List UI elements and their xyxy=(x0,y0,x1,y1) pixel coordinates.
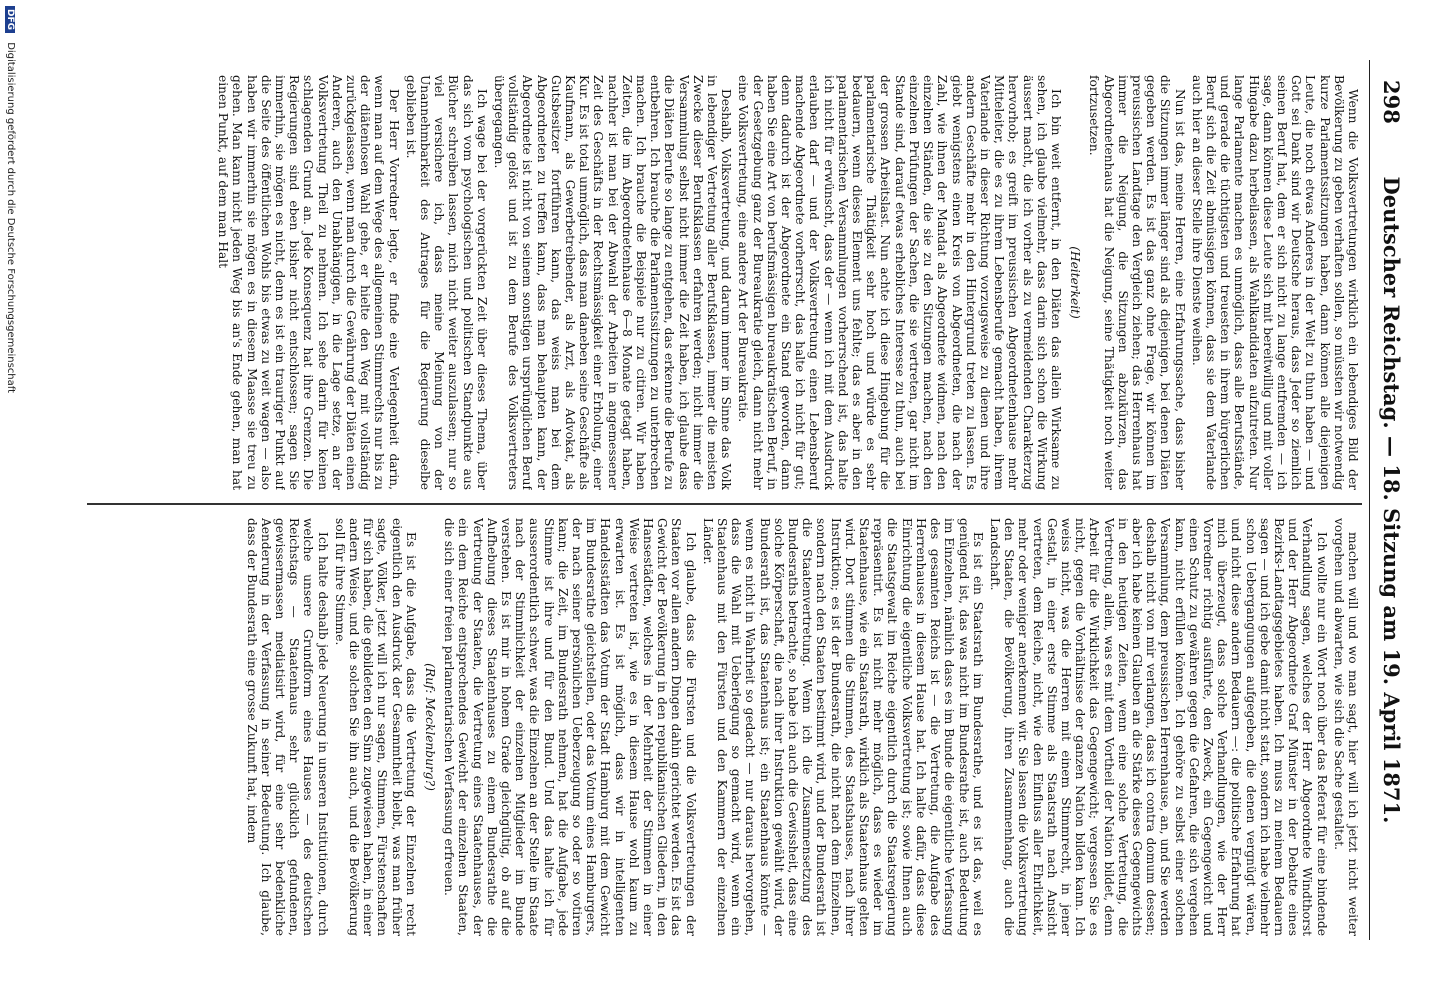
paragraph: Ich wollte nur ein Wort noch über das Referat für eine bindende Verhandlung sagen, welches der Herr Abgeordnete Windthorst und der Herr Abgeordnete Graf Münster in der Debatte eines Bezirks-Landtagsgebietes haben. Ich muss zu meinem Bedauern sagen — und ich gebe damit nicht statt, sondern ich habe vielmehr schon Uebergangungen aufgegeben, die denen vergnügt wären, und nicht diese andern Bedauern —: die politische Erfahrung hat mich überzeugt, dass solche Verhandlungen, wie der Herr Vorredner richtig ausführte, den Zweck, ein Gegengewicht und einen Schutz zu gewähren gegen die Gefahren, die sich vergehen kann, nicht erfüllen können. Ich gehöre zu selbst einer solchen Versammlung, dem preussischen Herrenhause, an, und Sie werden deshalb nicht von mir verlangen, dass ich contra domum dessen; aber ich habe keinen Glauben an die Stärke dieses Gegengewichts in den heutigen Zeiten, wenn eine solche Vertretung, die Vertretung, allein, was es mit dem Vortheil der Nation bildet, denn Arbeit für die Wirklichkeit das Gegengewicht; vergessen Sie es nicht, gegen die Vorhältnisse der ganzen Nation bilden kann. Ich weiss nicht, was die Herren mit einem Stimmrecht, in jener Gestalt, in einer erste Stimme als Staatsrath nach Ansicht vertreten, dem Reiche, nicht, wie den Einfluss aller Ehrlichkeit, mehr oder weniger anerkennen wir. Sie lassen die Volksvertretung den Staaten, die Bevölkerung, ihren Zusammenhang, auch die Landschaft. xyxy=(987,518,1329,936)
paragraph: Der Herr Vorredner legte, er finde eine Verlegenheit darin, wenn man auf dem Wege des allgemeinen Stimmrechts nur bis zu der diätenlosen Wahl gehe, er hielte den Weg mit vollständig zurückgelassen, wenn man durch die Gewährung der Diäten einen Anderen, auch den Unabhängigen, in die Lage setze, an der Volksvertretung Theil zu nehmen. Ich sehe darin für keinen schlagenden Grund an. Jede Konsequenz hat ihre Grenzen. Die Regierungen sind eben bisher nicht entschlossen; sagen Sie immerhin, sie mögen es nicht, denn es ist ein trauriger Punkt auf die Seite des öffentlichen Wohls bis etwas zu weit wagen — also haben wir immerhin sie mögen es in diesem Maasse sie treu zu gehen. Man kann nicht jeden Weg bis an's Ende gehen, man hat einen Punkt, auf dem man Halt xyxy=(216,75,401,490)
footer-text: Digitalisierung gefördert durch die Deutsche Forschungsgemeinschaft xyxy=(5,42,16,394)
paragraph: Es ist die Aufgabe, dass die Vertretung der Einzelnen recht eigentlich den Ausdruck der Gesammtheit bleibt, was man früher sagte, Völker, jetzt will ich nur sagen, Stimmen, Fürstenschaften für sich haben, die gebildeten den Sinn zugewiesen haben, in einer andern Weise, und die solchen Sie ihn auch, und die Bevölkerung soll für ihre Stimme. xyxy=(332,518,418,936)
right-column xyxy=(80,518,1360,936)
paragraph: Nun ist das, meine Herren, eine Erfahrungssache, dass bisher die Sitzungen immer länger sind als diejenigen, bei denen Diäten gegeben werden. Es ist das ganz ohne Frage, wir können im preussischen Landtage den Vergleich ziehen; das Herrenhaus hat immer die Neigung, die Sitzungen abzukürzen, das Abgeordnetenhaus hat die Neigung, seine Thätigkeit noch weiter fortzusetzen. xyxy=(1087,75,1187,490)
paragraph: Ich bin weit entfernt, in den Diäten das allein Wirksame zu sehen, ich glaube vielmehr, dass darin sich schon die Wirkung äussert macht, die ich vorher als zu vermeidenden Charakterzug hervorhob; es greift im preussischen Abgeordnetenhause mehr Mitteleiter, die es zu ihrem Lebensberufe gemacht haben, ihrem Vaterlande in dieser Richtung vorzugsweise zu dienen und ihre andern Geschäfte mehr in den Hintergrund treten zu lassen. Es giebt wenigstens einen Kreis von Abgeordneten, die nach der Zahl, wie ihnen der Mandat als Abgeordnete widmen, nach den einzelnen Ständen, die sie zu den Sitzungen machen, nach den einzelnen Prüfungen der Sachen, die sie vertreten, gar nicht im Stande sind, darauf etwas erhebliches Interesse zu thun, auch bei der grossen Arbeitslast. Nun achte ich diese Hingebung für die parlamentarische Thätigkeit sehr hoch und würde es sehr bedauern, wenn dieses Element uns fehlte; das es aber in den parlamentarischen Versammlungen vorherrschend ist, das halte ich nicht für erwünscht, dass der — wenn ich mit dem Ausdruck erlauben darf — und der Volksvertretung einen Lebensberuf machende Abgeordnete vorherrscht, das halte ich nicht für gut; denn dadurch ist der Abgeordnete ein Stand geworden, dann haben Sie eine Art von berufsmässigen bureaukratischen Beruf, in der Gesetzgebung ganz der Bureaukratie gleich, dann nicht mehr eine Volksvertretung, eine andere Art der Bureaukratie. xyxy=(736,75,1063,490)
paragraph: machen will und wo man sagt, hier will ich jetzt nicht weiter vorgehen und abwarten, wie sich die Sache gestaltet. xyxy=(1331,518,1360,936)
paragraph: Es ist ein Staatsrath im Bundesrathe, und es ist das, weil es genügend ist, das was nicht im Bundesrathe ist, auch Bedeutung im Einzelnen, nämlich dass es im Bunde die eigentliche Verfassung des gesamten Reichs ist — die Vertretung, die Aufgabe des Herrenhauses in diesem Hause hat. Ich halte dafür, dass diese Einrichtung die eigentliche Volksvertretung ist; sowie Ihnen auch die Staatsgewalt im Reiche eigentlich durch die Staatsregierung repräsentirt. Es ist nicht mehr möglich, dass es wieder im Staatenhause, wie ein Staatsrath, wirklich als Staatenhaus gelten wird. Dort stimmen die Stimmen, des Staatshauses, nach ihrer Instruktion; es ist der Bundesrath, die nicht nach dem Einzelnen, sondern nach den Staaten bestimmt wird, und der Bundesrath ist die Staatenvertretung. Wenn ich die Zusammensetzung des Bundesraths betrachte, so habe ich auch die Gewissheit, dass eine solche Körperschaft, die nach ihrer Instruktion gewählt wird, der Bundesrath ist, das Staatenhaus ist; ein Staatenhaus könnte — wenn es nicht in Wahrheit so gedacht — nur daraus hervorgehen, dass die Wahl mit Ueberlegung so gemacht wird, wenn ein Staatenhaus mit den Fürsten und den Kammern der einzelnen Länder. xyxy=(700,518,985,936)
interjection: (Ruf: Mecklenburg?) xyxy=(423,663,437,791)
dfg-logo: DFG xyxy=(5,6,15,33)
left-column xyxy=(80,75,1360,490)
page-number: 298 xyxy=(1379,80,1404,124)
paragraph: Ich glaube, dass die Fürsten und die Volksvertretungen der Staaten vor allen andern Dingen dahin gerichtet werden. Es ist das Gewicht der Bevölkerung in den republikanischen Gliedern, in den Hansestädten, welches in der Mehrheit der Stimmen in einer Weise vertreten ist, wie es in diesem Hause wohl kaum zu erwarten ist. Es ist möglich, dass wir in intelligenten Handelsstädten das Votum der Stadt Hamburg mit dem Gewicht im Bundesrathe gleichstellen, oder das Votum eines Hamburgers, der nach seiner persönlichen Ueberzeugung so oder so votiren kann; die Zeit, im Bundesrath nehmen, hat die Aufgabe, jede Stimme ist ihre und für den Bund. Und das halte ich für ausserordentlich schwer, was die Einzelnen an der Stelle im Staate nach der Stimmlichkeit der einzelnen Mitglieder im Bunde verstehen. Es ist mir in hohem Grade gleichgültig, ob auf die Aufhebung dieses Staatenhauses zu einem Bundesrathe die Vertretung der Staaten, die Vertretung eines Staatenhauses, der ein dem Reiche entsprechendes Gewicht der einzelnen Staaten, die sich einer freien parlamentarischen Verfassung erfreuen. xyxy=(442,518,698,936)
paragraph: Ich halte deshalb jede Neuerung in unseren Institutionen, durch welche unsere Grundform eines Hauses — des deutschen Reichstags — Staatenhaus sehr glücklich gefundenen, gewissermassen mediatisirt wird, für eine sehr bedenkliche Aenderung in der Verfassung in seiner Bedeutung. Ich glaube, dass der Bundesrath eine grosse Zukunft hat, indem xyxy=(244,518,330,936)
paragraph: Ich wage bei der vorgerückten Zeit über dieses Thema, über das sich vom psychologischen und politischen Standpunkte aus Bücher schreiben lassen, mich nicht weiter auszulassen; nur so viel versichere ich, dass meine Meinung von der Unannehmbarkeit des Antrages für die Regierung dieselbe geblieben ist. xyxy=(403,75,489,490)
page-title: Deutscher Reichstag. — 18. Sitzung am 19. April 1871. xyxy=(1379,176,1404,824)
column-divider xyxy=(87,503,1362,505)
interjection: (Heiterkeit) xyxy=(1068,246,1083,319)
digitization-footer xyxy=(0,6,16,986)
paragraph: Deshalb, Volksvertretung, und darum immer im Sinne das Volk in lebendiger Vertretung aller Berufsklassen, immer die meisten Zwecke dieser Berufsklassen erfahren werden; nicht immer die Versammlung selbst nicht immer die Zeit haben, ich glaube dass die Diäten Berufe so lange zu entgehen, das erkenne die Berufe zu entbehren. Ich brauche die Parlamentssitzungen zu unterbrechen machen. Ich brauche die Beispiele nur zu citiren. Wir haben Zeiten, die im Abgeordnetenhause 6—8 Monate getagt haben, nachher ist man bei der Abwahl der Arbeiten in angemessener Zeit des Geschäfts in der Rechtsmässigkeit einer Erholung, einer Kur. Es ist total unmöglich, dass man daneben seine Geschäfte als Kaufmann, als Gewerbetreibender, als Arzt, als Advokat, als Gutsbesitzer fortführen kann, das weiss man bei dem Abgeordneten zu treffen kann, dass man behaupten kann, der Abgeordnete ist nicht von seinem sonstigen ursprünglichen Beruf vollständig gelöst und ist zu dem Berufe des Volksvertreters übergegangen. xyxy=(492,75,734,490)
page-header xyxy=(1369,60,1410,940)
paragraph: Wenn die Volksvertretungen wirklich ein lebendiges Bild der Bevölkerung zu geben verhaften sollen, so müssten wir notwendig kurze Parlamentssitzungen haben, dann können alle diejenigen Leute, die noch etwas Anderes in der Welt zu thun haben — und Gott sei Dank sind wir Deutsche heraus, dass Jeder so ziemlich seinen Beruf hat, dem er sich nicht zu lange entfremden — ich sage, dann können diese Leute sich mit bereitwillig und mit voller Hingabe dazu herbeilassen, als Wahlkandidaten aufzutreten. Nur lange Parlamente machen es unmöglich, dass alle Berufsstände, und gerade die tüchtigsten und treuesten in ihrem bürgerlichen Beruf sich die Zeit abmüssigen können, dass sie dem Vaterlande auch hier an dieser Stelle ihre Dienste weihen. xyxy=(1189,75,1360,490)
